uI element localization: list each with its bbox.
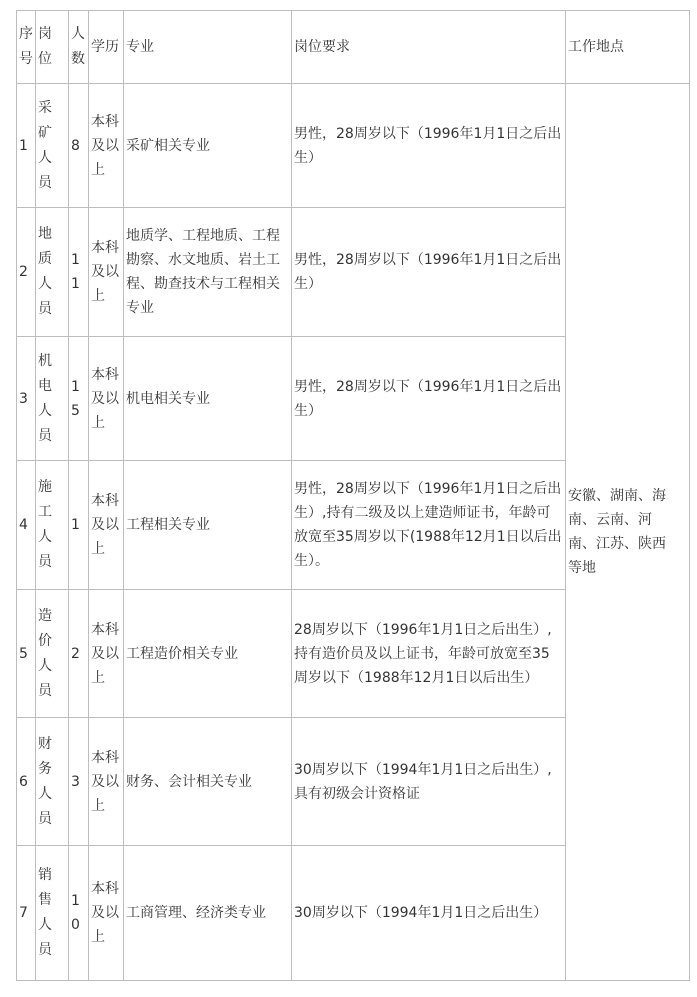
- header-location: 工作地点: [566, 11, 690, 84]
- row-requirements: 30周岁以下（1994年1月1日之后出生）,具有初级会计资格证: [292, 718, 566, 846]
- header-education: 学历: [89, 11, 124, 84]
- row-index: 7: [17, 846, 36, 981]
- row-position: 地质人员: [36, 208, 69, 337]
- row-major: 财务、会计相关专业: [124, 718, 292, 846]
- row-education: 本科及以上: [89, 846, 124, 981]
- row-education: 本科及以上: [89, 337, 124, 461]
- row-position: 机电人员: [36, 337, 69, 461]
- table-header-row: [17, 11, 690, 84]
- row-requirements: 男性，28周岁以下（1996年1月1日之后出生）: [292, 208, 566, 337]
- row-index: 3: [17, 337, 36, 461]
- row-education: 本科及以上: [89, 84, 124, 208]
- row-position: 施工人员: [36, 461, 69, 590]
- row-major: 工商管理、经济类专业: [124, 846, 292, 981]
- row-index: 4: [17, 461, 36, 590]
- row-requirements: 30周岁以下（1994年1月1日之后出生）: [292, 846, 566, 981]
- row-index: 6: [17, 718, 36, 846]
- row-education: 本科及以上: [89, 590, 124, 718]
- row-index: 5: [17, 590, 36, 718]
- row-major: 工程相关专业: [124, 461, 292, 590]
- header-count: 人数: [69, 11, 89, 84]
- recruitment-table: [16, 10, 690, 981]
- row-count: 11: [69, 208, 89, 337]
- row-requirements: 男性，28周岁以下（1996年1月1日之后出生）: [292, 337, 566, 461]
- row-count: 8: [69, 84, 89, 208]
- row-major: 采矿相关专业: [124, 84, 292, 208]
- row-count: 2: [69, 590, 89, 718]
- row-position: 财务人员: [36, 718, 69, 846]
- row-requirements: 男性，28周岁以下（1996年1月1日之后出生）,持有二级及以上建造师证书，年龄可放宽至35周岁以下(1988年12月1日以后出生）。: [292, 461, 566, 590]
- row-education: 本科及以上: [89, 718, 124, 846]
- row-major: 工程造价相关专业: [124, 590, 292, 718]
- row-major: 机电相关专业: [124, 337, 292, 461]
- row-count: 3: [69, 718, 89, 846]
- row-education: 本科及以上: [89, 461, 124, 590]
- work-location: 安徽、湖南、海南、云南、河南、江苏、陕西等地: [566, 84, 690, 981]
- row-position: 造价人员: [36, 590, 69, 718]
- table-row: [17, 84, 690, 208]
- row-position: 销售人员: [36, 846, 69, 981]
- row-index: 2: [17, 208, 36, 337]
- row-count: 15: [69, 337, 89, 461]
- row-major: 地质学、工程地质、工程勘察、水文地质、岩土工程、勘查技术与工程相关专业: [124, 208, 292, 337]
- row-education: 本科及以上: [89, 208, 124, 337]
- row-requirements: 28周岁以下（1996年1月1日之后出生）,持有造价员及以上证书，年龄可放宽至35周岁以下（1988年12月1日以后出生）: [292, 590, 566, 718]
- header-requirements: 岗位要求: [292, 11, 566, 84]
- row-count: 10: [69, 846, 89, 981]
- row-count: 1: [69, 461, 89, 590]
- header-major: 专业: [124, 11, 292, 84]
- row-position: 采矿人员: [36, 84, 69, 208]
- row-requirements: 男性，28周岁以下（1996年1月1日之后出生）: [292, 84, 566, 208]
- row-index: 1: [17, 84, 36, 208]
- header-index: 序号: [17, 11, 36, 84]
- header-position: 岗位: [36, 11, 69, 84]
